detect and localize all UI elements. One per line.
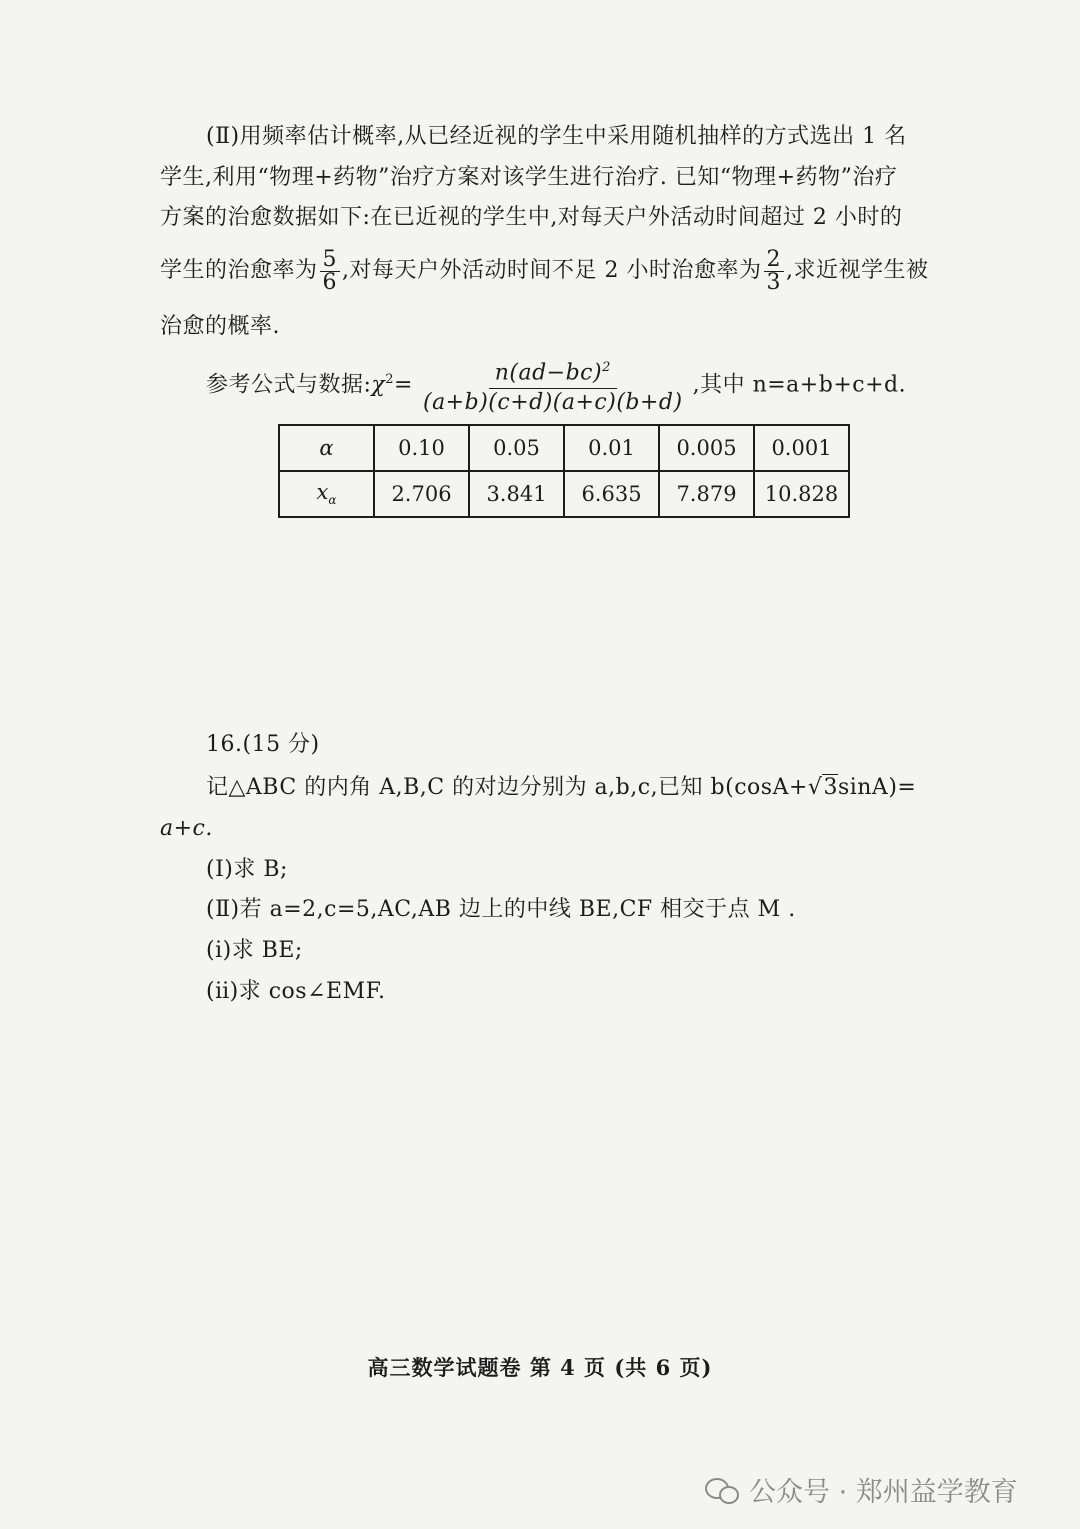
stem-part-b: sinA)= [837,775,917,800]
fraction-numerator: 2 [764,249,785,272]
question-16-stem [206,773,916,803]
reference-formula [206,352,906,417]
part2-line2: 学生,利用“物理+药物”治疗方案对该学生进行治疗. 已知“物理+药物”治疗 [160,165,898,190]
formula-denominator: (a+b)(c+d)(a+c)(b+d) [422,389,683,415]
part2-line5: 治愈的概率. [160,314,280,339]
stem-part-a: 记△ABC 的内角 A,B,C 的对边分别为 a,b,c,已知 b(cosA+ [206,775,808,800]
question-16-stem-line2: a+c. [160,816,213,841]
table-cell: 2.706 [374,471,469,517]
table-cell: 3.841 [469,471,564,517]
part2-line4-a: 学生的治愈率为 [160,258,318,283]
formula-label: 参考公式与数据: [206,372,372,398]
fraction-numerator: 5 [320,249,341,272]
chi-square-fraction [417,354,689,416]
fraction-five-sixths [320,246,341,295]
part2-line4 [160,244,929,298]
table-cell: 0.01 [564,425,659,471]
alpha-subscript: α [328,493,337,508]
question-16-part2: (Ⅱ)若 a=2,c=5,AC,AB 边上的中线 BE,CF 相交于点 M . [206,897,796,922]
fraction-denominator: 6 [322,269,338,295]
table-cell: 0.10 [374,425,469,471]
formula-numerator [489,354,617,388]
chi-symbol: χ [371,372,386,398]
x-alpha-header [279,471,374,517]
numerator-text: n(ad−bc) [494,360,603,386]
critical-value-table [278,424,850,518]
table-cell: 7.879 [659,471,754,517]
numerator-exponent: 2 [602,360,611,376]
table-cell: 6.635 [564,471,659,517]
table-cell: 0.001 [754,425,849,471]
formula-tail: ,其中 n=a+b+c+d. [692,372,907,398]
equals-sign: = [394,372,413,398]
fraction-two-thirds [764,246,785,295]
question-16-part1: (Ⅰ)求 B; [206,857,288,882]
page-footer: 高三数学试题卷 第 4 页 (共 6 页) [367,1355,713,1380]
chi-exponent: 2 [385,372,395,387]
wechat-icon [705,1476,739,1504]
table-cell: 10.828 [754,471,849,517]
watermark-text: 公众号 · 郑州益学教育 [749,1477,1018,1508]
part2-line4-c: ,求近视学生被 [786,258,929,283]
question-16-sub2: (ⅱ)求 cos∠EMF. [206,979,386,1004]
x-symbol: x [316,480,329,505]
table-row [279,425,849,471]
table-cell: 0.05 [469,425,564,471]
sqrt-radicand: 3 [823,775,838,800]
part2-line1: (Ⅱ)用频率估计概率,从已经近视的学生中采用随机抽样的方式选出 1 名 [206,124,907,149]
question-16-sub1: (ⅰ)求 BE; [206,938,303,963]
part2-line4-b: ,对每天户外活动时间不足 2 小时治愈率为 [342,258,762,283]
sqrt-sign: √ [807,775,823,800]
table-row [279,471,849,517]
watermark [705,1470,1018,1509]
table-cell: 0.005 [659,425,754,471]
part2-line3: 方案的治愈数据如下:在已近视的学生中,对每天户外活动时间超过 2 小时的 [160,205,903,230]
question-16-title: 16.(15 分) [206,732,320,757]
alpha-header: α [279,425,374,471]
fraction-denominator: 3 [766,269,781,295]
